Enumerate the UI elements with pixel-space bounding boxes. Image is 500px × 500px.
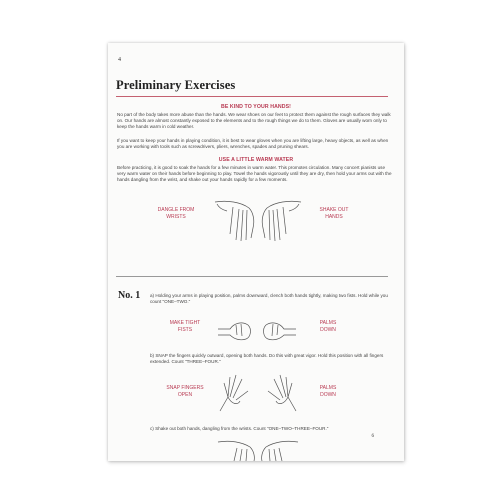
paragraph-be-kind-2: If you want to keep your hands in playing condition, it is best to wear gloves when you are lifting large, heavy objects, as well as when you are working with tools such as screwdrivers, pliers, wrenches, spades and pruning shears.: [117, 138, 389, 150]
footer-page-number: 6: [371, 434, 374, 439]
open-hands-illustration: [216, 373, 300, 413]
dangling-hands-illustration-2: [216, 439, 300, 461]
label-make-tight-fists: MAKE TIGHT FISTS: [169, 320, 201, 333]
dangling-hands-illustration: [213, 198, 303, 244]
section-heading-warm-water: USE A LITTLE WARM WATER: [218, 157, 294, 163]
title-underline: [116, 96, 388, 97]
label-snap-fingers-open: SNAP FINGERS OPEN: [166, 385, 204, 398]
fists-illustration: [216, 313, 298, 345]
paragraph-warm-water: Before practicing, it is good to soak the hands for a few minutes in warm water. This promotes circulation. Many concert pianists use very warm water on their hands before beginning to play. Towel the hands vigorously until they are dry, then hold your arms out with the hands dangling from the wrist, and shake out your hands rapidly for a few moments.: [117, 165, 392, 183]
label-shake-out-hands: SHAKE OUT HANDS: [319, 207, 349, 220]
label-palms-down-b: PALMS DOWN: [319, 385, 337, 398]
page-number: 4: [118, 57, 121, 63]
step-b-text: b) SNAP the fingers quickly outward, opening both hands. Do this with great vigor. Hold this position with all fingers extended. Count "THREE–FOUR.": [150, 353, 384, 365]
step-c-text: c) Shake out both hands, dangling from the wrists. Count "ONE–TWO–THREE–FOUR.": [150, 426, 329, 431]
page-title: Preliminary Exercises: [116, 78, 236, 92]
book-page: [108, 43, 404, 461]
step-a-text: a) Holding your arms in playing position, palms downward, clench both hands tightly, making two fists. Hold while you count "ONE–TWO.": [150, 293, 388, 305]
divider-line: [116, 276, 388, 277]
label-dangle-from-wrists: DANGLE FROM WRISTS: [157, 207, 195, 220]
section-heading-be-kind: BE KIND TO YOUR HANDS!: [220, 104, 292, 110]
exercise-number: No. 1: [118, 290, 141, 301]
paragraph-be-kind-1: No part of the body takes more abuse than the hands. We wear shoes on our feet to protect them against the rough surfaces they walk on. Our hands are almost constantly exposed to the elements and to the rough things we do to them. Gloves are usually worn only to keep the hands warm in cold weather.: [117, 112, 391, 130]
label-palms-down-a: PALMS DOWN: [319, 320, 337, 333]
